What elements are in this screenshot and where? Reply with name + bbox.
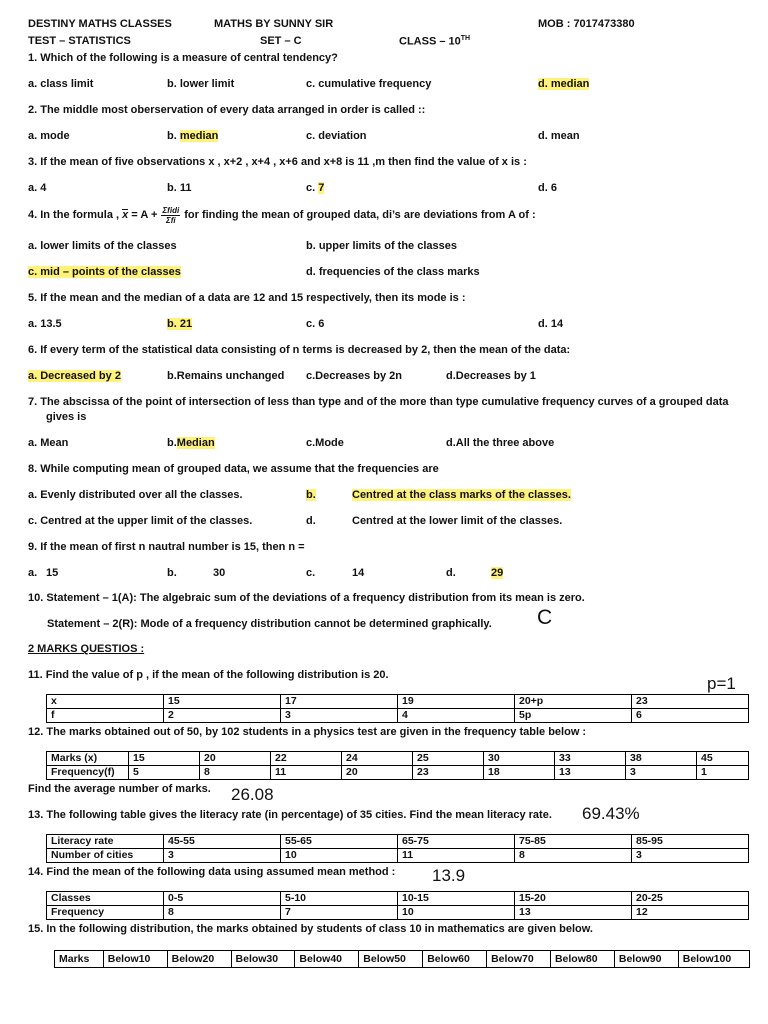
q9-option-b: 30 (213, 567, 226, 579)
table-cell: 4 (398, 709, 515, 723)
table-cell: Below80 (550, 951, 614, 968)
table-cell: Below10 (103, 951, 167, 968)
table-cell: Literacy rate (47, 835, 164, 849)
table-cell: 25 (413, 752, 484, 766)
question-2: 2. The middle most oberservation of every data arranged in order is called :: (28, 104, 426, 116)
table-cell: 18 (484, 766, 555, 780)
table-cell: x (47, 695, 164, 709)
handwritten-answer-q10: C (537, 606, 553, 629)
table-cell: 3 (164, 849, 281, 863)
table-cell: 20 (200, 752, 271, 766)
q9-option-b-letter: b. (167, 567, 177, 579)
question-7: 7. The abscissa of the point of intersection of less than type and of the more than type cumulative frequency curves of a grouped data (28, 396, 729, 408)
question-10-statement-2: Statement – 2(R): Mode of a frequency distribution cannot be determined graphically. (47, 618, 492, 630)
section-heading: 2 MARKS QUESTIOS : (28, 643, 145, 655)
table-cell: Below60 (423, 951, 487, 968)
q6-option-b: b.Remains unchanged (167, 370, 285, 382)
table-cell: Below20 (167, 951, 231, 968)
table-cell: 55-65 (281, 835, 398, 849)
question-15: 15. In the following distribution, the marks obtained by students of class 10 in mathematics are given below. (28, 923, 593, 935)
handwritten-answer-q12: 26.08 (231, 785, 274, 804)
table-cell: 20-25 (632, 892, 749, 906)
table-cell: Below90 (614, 951, 678, 968)
question-12-prompt: Find the average number of marks. (28, 783, 211, 795)
question-13: 13. The following table gives the literacy rate (in percentage) of 35 cities. Find the mean literacy rate. (28, 809, 552, 821)
q14-table (46, 891, 749, 920)
q3-option-a: a. 4 (28, 182, 47, 194)
table-row (47, 709, 749, 723)
question-12: 12. The marks obtained out of 50, by 102 students in a physics test are given in the frequency table below : (28, 726, 587, 738)
table-cell: 10-15 (398, 892, 515, 906)
q1-option-a: a. class limit (28, 78, 94, 90)
table-cell: 11 (398, 849, 515, 863)
q9-option-a-letter: a. (28, 567, 38, 579)
q1-option-d: d. median (538, 78, 590, 90)
question-10-statement-1: 10. Statement – 1(A): The algebraic sum of the deviations of a frequency distribution from its mean is zero. (28, 592, 585, 604)
q4-option-b: b. upper limits of the classes (306, 240, 457, 252)
handwritten-answer-q11: p=1 (707, 674, 736, 693)
table-cell: 45 (697, 752, 749, 766)
table-row (47, 766, 749, 780)
table-cell: 10 (281, 849, 398, 863)
q13-table (46, 834, 749, 863)
q12-table (46, 751, 749, 780)
table-cell: 38 (626, 752, 697, 766)
table-cell: 5-10 (281, 892, 398, 906)
mobile-number: MOB : 7017473380 (538, 18, 635, 30)
table-cell: Below100 (678, 951, 749, 968)
table-cell: 22 (271, 752, 342, 766)
table-cell: Below70 (487, 951, 551, 968)
table-cell: 17 (281, 695, 398, 709)
q5-option-b: b. 21 (167, 318, 193, 330)
question-4: 4. In the formula , x = A + $\frac{\text{Σfidi}}{\text{Σfi}}$ for finding the mean of grouped data, di’s are deviations from A of : (28, 205, 536, 225)
x-bar-symbol: x (122, 209, 129, 221)
table-cell: 33 (555, 752, 626, 766)
table-cell: Number of cities (47, 849, 164, 863)
q2-option-d: d. mean (538, 130, 580, 142)
q3-option-d: d. 6 (538, 182, 557, 194)
table-cell: 0-5 (164, 892, 281, 906)
q8-option-a: a. Evenly distributed over all the classes. (28, 489, 243, 501)
table-cell: 11 (271, 766, 342, 780)
q8-option-d: Centred at the lower limit of the classes. (352, 515, 563, 527)
table-cell: 75-85 (515, 835, 632, 849)
table-cell: 7 (281, 906, 398, 920)
question-9: 9. If the mean of first n nautral number is 15, then n = (28, 541, 305, 553)
question-5: 5. If the mean and the median of a data are 12 and 15 respectively, then its mode is : (28, 292, 466, 304)
q8-option-d-letter: d. (306, 515, 316, 527)
handwritten-answer-q13: 69.43% (582, 804, 640, 823)
q9-option-c-letter: c. (306, 567, 316, 579)
q4-option-a: a. lower limits of the classes (28, 240, 177, 252)
q2-option-c: c. deviation (306, 130, 367, 142)
formula-fraction: $\frac{\text{Σfidi}}{\text{Σfi}}$ (162, 205, 180, 225)
table-cell: 6 (632, 709, 749, 723)
table-row (47, 752, 749, 766)
table-cell: 30 (484, 752, 555, 766)
question-11: 11. Find the value of p , if the mean of the following distribution is 20. (28, 669, 389, 681)
q9-option-d: 29 (491, 567, 504, 579)
table-cell: 12 (632, 906, 749, 920)
table-cell: 2 (164, 709, 281, 723)
table-cell: 3 (632, 849, 749, 863)
question-8: 8. While computing mean of grouped data, we assume that the frequencies are (28, 463, 439, 475)
table-cell: 5 (129, 766, 200, 780)
q9-option-c: 14 (352, 567, 365, 579)
table-row (47, 695, 749, 709)
table-row (47, 835, 749, 849)
q7-option-a: a. Mean (28, 437, 69, 449)
q7-option-d: d.All the three above (446, 437, 555, 449)
table-cell: 65-75 (398, 835, 515, 849)
q8-option-b: Centred at the class marks of the classes. (352, 489, 571, 501)
question-6: 6. If every term of the statistical data consisting of n terms is decreased by 2, then the mean of the data: (28, 344, 571, 356)
q4-option-c: c. mid – points of the classes (28, 266, 181, 278)
table-cell: 24 (342, 752, 413, 766)
table-row (47, 849, 749, 863)
question-1: 1. Which of the following is a measure of central tendency? (28, 52, 338, 64)
q5-option-d: d. 14 (538, 318, 564, 330)
table-cell: 3 (281, 709, 398, 723)
q9-option-a: 15 (46, 567, 59, 579)
table-cell: 10 (398, 906, 515, 920)
teacher-name: MATHS BY SUNNY SIR (214, 18, 334, 30)
q11-table (46, 694, 749, 723)
table-cell: Below30 (231, 951, 295, 968)
question-3: 3. If the mean of five observations x , x+2 , x+4 , x+6 and x+8 is 11 ,m then find the value of x is : (28, 156, 527, 168)
table-cell: 3 (626, 766, 697, 780)
table-cell: 45-55 (164, 835, 281, 849)
q2-option-a: a. mode (28, 130, 70, 142)
question-7-continued: gives is (46, 411, 87, 423)
table-cell: Below50 (359, 951, 423, 968)
table-row (47, 906, 749, 920)
table-cell: 85-95 (632, 835, 749, 849)
q15-table (54, 950, 750, 968)
q3-option-b: b. 11 (167, 182, 192, 194)
table-cell: Frequency (47, 906, 164, 920)
table-cell: 19 (398, 695, 515, 709)
table-cell: 15 (129, 752, 200, 766)
table-cell: 15 (164, 695, 281, 709)
table-cell: Classes (47, 892, 164, 906)
class-label: CLASS – 10TH (399, 35, 471, 48)
set-label: SET – C (260, 35, 302, 47)
table-cell: 5p (515, 709, 632, 723)
q1-option-b: b. lower limit (167, 78, 235, 90)
handwritten-answer-q14: 13.9 (432, 866, 466, 885)
q2-option-b: b. median (167, 130, 219, 142)
table-cell: 8 (200, 766, 271, 780)
q9-option-d-letter: d. (446, 567, 456, 579)
table-cell: Marks (x) (47, 752, 129, 766)
q4-option-d: d. frequencies of the class marks (306, 266, 480, 278)
institute-name: DESTINY MATHS CLASSES (28, 18, 172, 30)
table-cell: Frequency(f) (47, 766, 129, 780)
q5-option-c: c. 6 (306, 318, 325, 330)
table-row (55, 951, 750, 968)
table-cell: 1 (697, 766, 749, 780)
q7-option-c: c.Mode (306, 437, 344, 449)
table-cell: 15-20 (515, 892, 632, 906)
table-cell: Marks (55, 951, 104, 968)
table-cell: 23 (632, 695, 749, 709)
test-title: TEST – STATISTICS (28, 35, 131, 47)
q6-option-a: a. Decreased by 2 (28, 370, 121, 382)
table-cell: Below40 (295, 951, 359, 968)
table-cell: 8 (515, 849, 632, 863)
table-cell: 13 (555, 766, 626, 780)
table-cell: 13 (515, 906, 632, 920)
q6-option-d: d.Decreases by 1 (446, 370, 536, 382)
table-row (47, 892, 749, 906)
q7-option-b: b.Median (167, 437, 215, 449)
table-cell: 20+p (515, 695, 632, 709)
q5-option-a: a. 13.5 (28, 318, 62, 330)
q8-option-c: c. Centred at the upper limit of the classes. (28, 515, 253, 527)
q1-option-c: c. cumulative frequency (306, 78, 432, 90)
table-cell: 8 (164, 906, 281, 920)
q6-option-c: c.Decreases by 2n (306, 370, 403, 382)
question-14: 14. Find the mean of the following data using assumed mean method : (28, 866, 396, 878)
q8-option-b-letter: b. (306, 489, 316, 501)
q3-option-c: c. 7 (306, 182, 325, 194)
table-cell: 20 (342, 766, 413, 780)
table-cell: f (47, 709, 164, 723)
table-cell: 23 (413, 766, 484, 780)
